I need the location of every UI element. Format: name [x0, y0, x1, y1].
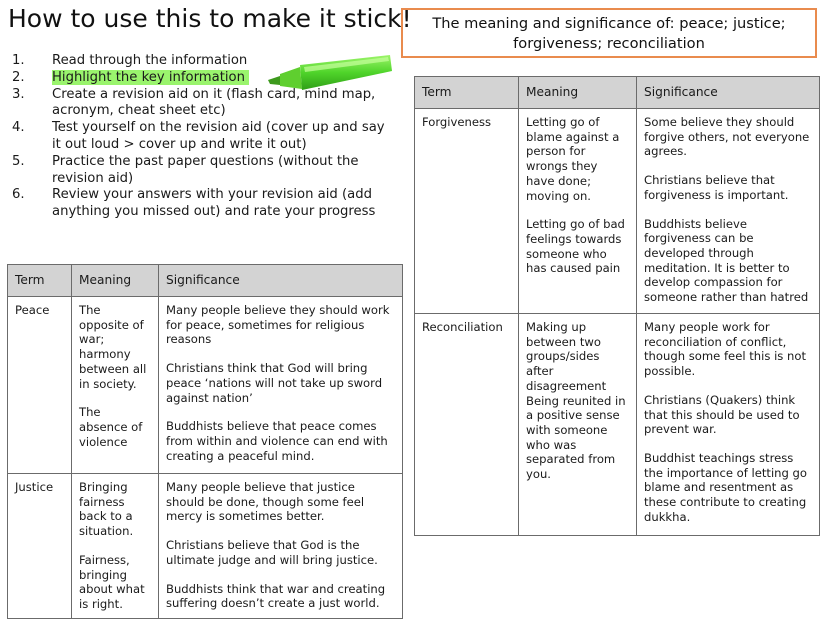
topic-title-box — [401, 8, 817, 58]
meaning-cell — [519, 109, 637, 314]
step-text: Test yourself on the revision aid (cover up and say it out loud > cover up and write it out) — [52, 120, 385, 152]
significance-text: Buddhists think that war and creating suffering doesn’t create a just world. — [166, 581, 386, 611]
topic-title-line: The meaning and significance of: peace; justice; — [432, 15, 786, 32]
header-term: Term — [415, 77, 519, 109]
term-cell: Justice — [8, 474, 72, 619]
header-significance: Significance — [637, 77, 820, 109]
significance-text: Many people believe they should work for peace, sometimes for religious reasons — [166, 303, 390, 347]
significance-cell — [637, 314, 820, 536]
table-header-row — [415, 77, 820, 109]
significance-text: Many people work for reconciliation of conflict, though some feel this is not possible. — [644, 320, 807, 379]
meaning-cell — [72, 474, 159, 619]
significance-cell — [159, 297, 403, 474]
term-cell: Forgiveness — [415, 109, 519, 314]
step-item — [12, 187, 392, 221]
meaning-text: Fairness, bringing about what is right. — [79, 552, 145, 611]
header-meaning: Meaning — [72, 265, 159, 297]
step-text: Create a revision aid on it (flash card, mind map, acronym, cheat sheet etc) — [52, 86, 376, 119]
peace-justice-table — [7, 264, 403, 619]
meaning-text: Making up between two groups/sides after disagreement Being reunited in a positive sense with someone who was separated from you. — [526, 320, 626, 482]
header-significance: Significance — [159, 265, 403, 297]
step-text: Practice the past paper questions (without the revision aid) — [52, 153, 359, 186]
highlighter-pen-icon — [264, 53, 394, 91]
step-text: Review your answers with your revision aid (add anything you missed out) and rate your progress — [52, 187, 376, 220]
step-number: 1. — [12, 53, 25, 68]
significance-text: Buddhist teachings stress the importance of letting go blame and resentment as these contribute to creating dukkha. — [644, 450, 808, 524]
significance-text: Christians think that God will bring peace ‘nations will not take up sword against nation’ — [166, 361, 383, 405]
meaning-text: The absence of violence — [79, 405, 143, 449]
table-row — [8, 474, 403, 619]
meaning-text: Letting go of blame against a person for wrongs they have done; moving on. — [526, 115, 620, 203]
table-row — [415, 314, 820, 536]
highlighted-text: Highlight the key information — [52, 70, 249, 85]
significance-text: Many people believe that justice should be done, though some feel mercy is sometimes better. — [166, 480, 365, 524]
term-cell: Peace — [8, 297, 72, 474]
meaning-cell — [519, 314, 637, 536]
significance-text: Christians believe that forgiveness is important. — [644, 173, 789, 202]
step-number: 6. — [12, 187, 25, 203]
header-meaning: Meaning — [519, 77, 637, 109]
significance-text: Buddhists believe that peace comes from within and violence can end with creating a peaceful mind. — [166, 419, 388, 463]
meaning-cell — [72, 297, 159, 474]
table-header-row — [8, 265, 403, 297]
meaning-text: Letting go of bad feelings towards someone who has caused pain — [526, 217, 625, 276]
significance-text: Christians (Quakers) think that this should be used to prevent war. — [644, 392, 800, 437]
meaning-text: Bringing fairness back to a situation. — [79, 480, 134, 539]
step-text: Read through the information — [52, 53, 248, 68]
step-item — [12, 154, 392, 188]
meaning-text: The opposite of war; harmony between all in society. — [79, 303, 147, 391]
term-cell: Reconciliation — [415, 314, 519, 536]
significance-text: Buddhists believe forgiveness can be developed through meditation. It is better to develop compassion for someone rather than hatred — [644, 216, 809, 305]
significance-text: Christians believe that God is the ultimate judge and will bring justice. — [166, 538, 378, 567]
table-row — [415, 109, 820, 314]
forgiveness-reconciliation-table — [414, 76, 820, 536]
significance-cell — [637, 109, 820, 314]
step-item — [12, 87, 392, 121]
header-term: Term — [8, 265, 72, 297]
significance-text: Some believe they should forgive others, not everyone agrees. — [644, 115, 810, 159]
table-row — [8, 297, 403, 474]
step-number: 3. — [12, 86, 25, 102]
topic-title-line: forgiveness; reconciliation — [513, 35, 705, 52]
step-number: 5. — [12, 153, 25, 169]
step-number: 2. — [12, 69, 25, 85]
significance-cell — [159, 474, 403, 619]
page-title: How to use this to make it stick! — [8, 4, 412, 33]
step-item — [12, 120, 392, 154]
step-number: 4. — [12, 120, 25, 136]
